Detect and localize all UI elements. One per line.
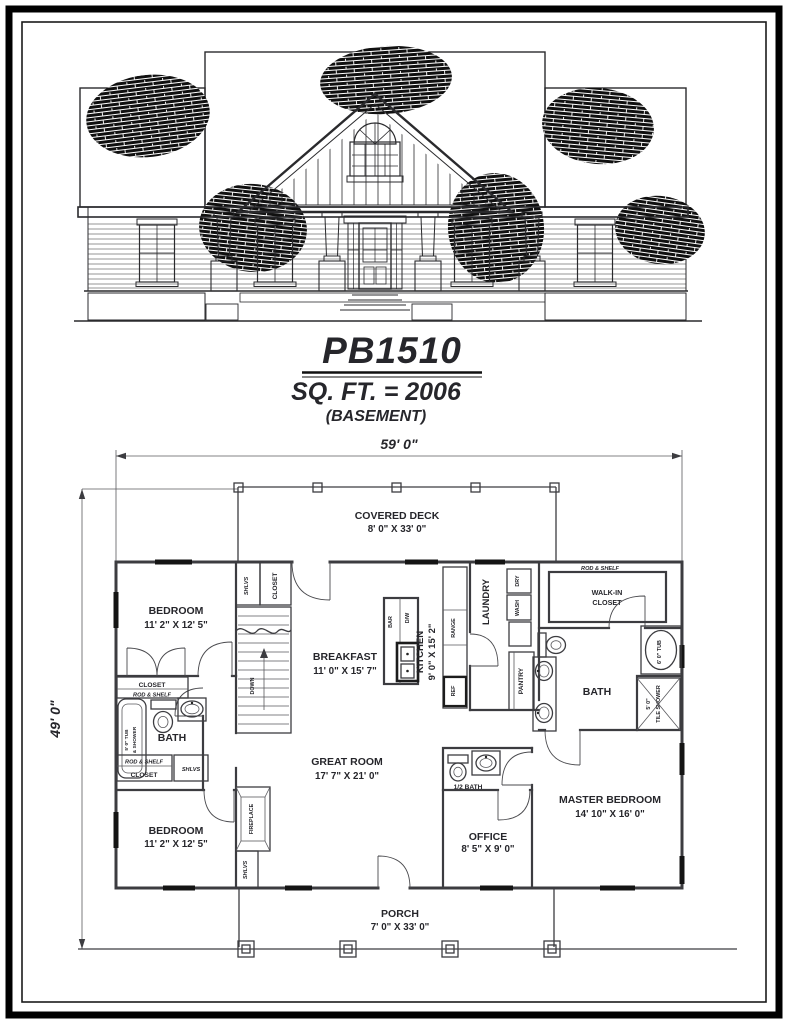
sink-fixture: [178, 698, 206, 721]
room-size-kitchen: 9' 0" X 15' 2": [427, 623, 438, 681]
room-size-breakfast: 11' 0" X 15' 7": [313, 666, 377, 677]
room-label-covered-deck: COVERED DECK: [354, 510, 440, 522]
dimension-left: [47, 489, 238, 949]
rod-shelf-label: ROD & SHELF: [133, 692, 171, 699]
shelves-label: SHLVS: [181, 767, 201, 773]
room-size-bedroom-upper: 11' 2" X 12' 5": [144, 620, 208, 631]
refrigerator-label: REF: [451, 685, 457, 697]
garden-tub-fixture: [641, 626, 681, 674]
closet-lower: [117, 755, 208, 781]
stair-closets: [236, 562, 291, 605]
room-label-bedroom-upper: BEDROOM: [148, 605, 204, 617]
tub-shower-label-2: & SHOWER: [133, 726, 138, 754]
dimension-top: [116, 436, 682, 562]
sink-fixture: [472, 751, 500, 775]
room-label-porch: PORCH: [381, 908, 419, 920]
entry-door: [340, 216, 410, 310]
gable-arch-window: [347, 123, 403, 182]
room-size-office: 8' 5" X 9' 0": [461, 844, 515, 855]
overall-depth-dim: 49' 0": [47, 700, 63, 738]
closet-label: CLOSET: [130, 772, 158, 779]
stairs: [236, 607, 291, 733]
toilet-fixture: [448, 755, 468, 781]
double-vanity: [533, 657, 556, 731]
porch: [78, 888, 737, 957]
room-label-breakfast: BREAKFAST: [312, 651, 378, 663]
room-label-master-bedroom: MASTER BEDROOM: [558, 794, 662, 806]
room-label-hall-bath: BATH: [157, 732, 187, 744]
rod-shelf-label-walkin: ROD & SHELF: [581, 566, 619, 572]
toilet-fixture: [538, 633, 566, 657]
tile-shower-label-1: 5' 0": [646, 698, 652, 710]
shingle-patch: [611, 190, 710, 270]
master-bath-fixtures: [533, 626, 681, 731]
basement-note: (BASEMENT): [325, 408, 427, 425]
washer-label: WASH: [515, 599, 521, 617]
room-label-half-bath: 1/2 BATH: [453, 784, 483, 791]
half-bath-fixtures: [448, 751, 500, 791]
room-size-great-room: 17' 7" X 21' 0": [314, 771, 380, 782]
laundry-counter: [509, 622, 531, 646]
room-size-bedroom-lower: 11' 2" X 12' 5": [144, 839, 208, 850]
room-size-master-bedroom: 14' 10" X 16' 0": [575, 809, 645, 820]
elevation-drawing: [74, 41, 709, 321]
room-label-master-bath: BATH: [582, 686, 612, 698]
covered-deck: [234, 483, 559, 561]
overall-width-dim: 59' 0": [380, 436, 418, 452]
room-label-office: OFFICE: [468, 831, 508, 843]
shingle-patch: [443, 169, 548, 287]
room-label-walkin-2: CLOSET: [592, 598, 622, 607]
floor-plan: [47, 436, 737, 957]
pantry-shelves: [509, 652, 534, 710]
toilet-fixture: [151, 700, 176, 733]
closet-upper: [117, 677, 188, 699]
tub6-label: 6' 0" TUB: [657, 640, 663, 664]
shingle-patch: [318, 41, 454, 118]
room-size-porch: 7' 0" X 33' 0": [370, 922, 430, 933]
rod-shelf-label: ROD & SHELF: [125, 759, 163, 766]
room-label-laundry: LAUNDRY: [481, 578, 492, 626]
tile-shower-fixture: [637, 678, 680, 730]
square-footage: SQ. FT. = 2006: [291, 378, 461, 406]
fireplace-label: FIREPLACE: [249, 803, 255, 835]
kitchen-island: [384, 598, 418, 684]
dryer-label: DRY: [515, 575, 521, 587]
room-label-great-room: GREAT ROOM: [311, 756, 383, 768]
range-label: RANGE: [451, 618, 457, 638]
plan-number: PB1510: [322, 330, 462, 371]
laundry-room: [481, 569, 531, 646]
dishwasher-label: D/W: [405, 612, 411, 624]
kitchen-counter: [415, 567, 467, 708]
tub-shower-label-1: 5' 0" TUB: [125, 729, 130, 751]
shingle-patch: [539, 83, 657, 168]
hall-closets: [117, 677, 208, 781]
bar-label: BAR: [388, 616, 394, 628]
room-size-covered-deck: 8' 0" X 33' 0": [367, 524, 427, 535]
closet-label: CLOSET: [272, 572, 279, 600]
walk-in-closet: [549, 566, 666, 622]
room-label-walkin-1: WALK-IN: [591, 588, 623, 597]
closet-label: CLOSET: [138, 682, 166, 689]
title-block: [291, 330, 482, 425]
shingle-patch: [81, 68, 214, 165]
fireplace: [236, 787, 270, 888]
room-label-bedroom-lower: BEDROOM: [148, 825, 204, 837]
room-label-kitchen: KITCHEN: [415, 630, 426, 674]
pantry-label: PANTRY: [518, 667, 525, 695]
shelves-label: SHLVS: [244, 576, 250, 596]
shelves-label: SHLVS: [243, 860, 249, 880]
tile-shower-label-2: TILE SHOWER: [656, 685, 662, 723]
stairs-down-label: DOWN: [250, 677, 256, 695]
